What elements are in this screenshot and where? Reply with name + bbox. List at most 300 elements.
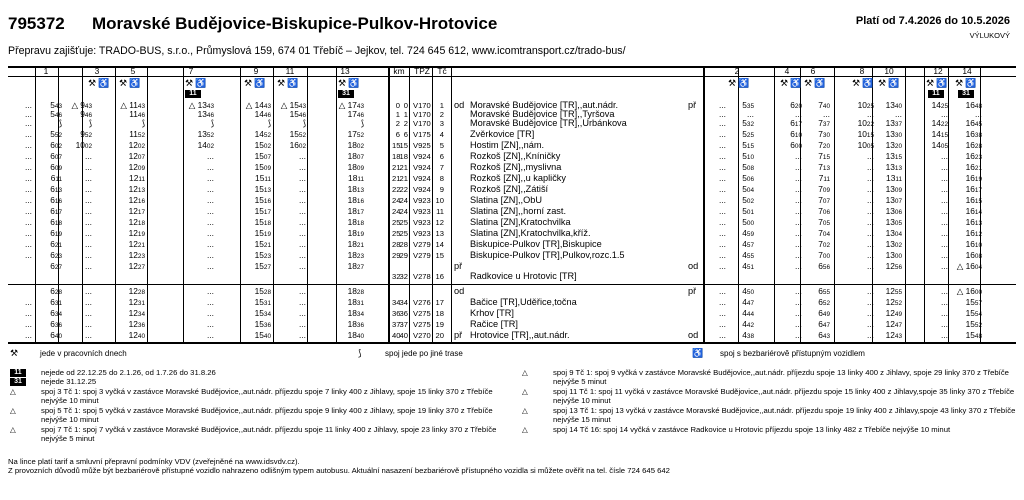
tpz-cell: V924 bbox=[413, 174, 431, 183]
departure-time: ... bbox=[719, 129, 726, 139]
note-mark: 31 bbox=[10, 378, 26, 386]
minutes: 28 bbox=[974, 142, 982, 150]
minutes: 15 bbox=[974, 197, 982, 205]
departure-time: ... bbox=[795, 261, 802, 271]
tpz-cell: V170 bbox=[413, 101, 431, 110]
tc-label: Tč bbox=[437, 66, 447, 76]
stop-suffix: př bbox=[688, 287, 697, 296]
departure-time: ... bbox=[25, 239, 32, 249]
minutes: 20 bbox=[894, 142, 902, 150]
departure-time: ... bbox=[207, 184, 214, 194]
tc-cell: 20 bbox=[435, 331, 444, 340]
stop-name: Zvěrkovice [TR] bbox=[470, 130, 535, 139]
minutes: 11 bbox=[264, 175, 271, 183]
km-cell: 21 bbox=[399, 174, 408, 183]
minutes: 52 bbox=[84, 131, 92, 139]
minutes: 02 bbox=[894, 241, 902, 249]
minutes: 21 bbox=[54, 241, 62, 249]
departure-time: ... bbox=[941, 330, 948, 340]
departure-time: $6_{19}$ bbox=[50, 228, 62, 238]
minutes: 43 bbox=[84, 102, 92, 110]
departure-time: $4_{42}$ bbox=[742, 319, 754, 329]
minutes: 34 bbox=[54, 310, 62, 318]
left-block-edge bbox=[388, 66, 390, 342]
minutes: 27 bbox=[137, 263, 145, 271]
departure-time: ... bbox=[719, 228, 726, 238]
departure-time: ... bbox=[85, 330, 92, 340]
minutes: 57 bbox=[974, 299, 982, 307]
km-cell: 40 bbox=[392, 331, 401, 340]
minutes: 07 bbox=[356, 153, 364, 161]
departure-time: $5_{32}$ bbox=[742, 118, 754, 128]
departure-time: $9_{52}$ bbox=[80, 129, 92, 139]
departure-time: ... bbox=[85, 319, 92, 329]
departure-time: ... bbox=[941, 151, 948, 161]
departure-time: ... bbox=[719, 308, 726, 318]
departure-time: $7_{30}$ bbox=[818, 129, 830, 139]
departure-time: $6_{20}$ bbox=[790, 100, 802, 110]
stop-name: Radkovice u Hrotovic [TR] bbox=[470, 272, 577, 281]
km-cell: 32 bbox=[399, 272, 408, 281]
minutes: 02 bbox=[263, 142, 271, 150]
departure-time: $13_{04}$ bbox=[885, 228, 902, 238]
minutes: 55 bbox=[894, 288, 902, 296]
tpz-cell: V270 bbox=[413, 331, 431, 340]
minutes: 07 bbox=[137, 153, 145, 161]
minutes: 02 bbox=[206, 142, 214, 150]
hammer-pick-icon: ⚒ bbox=[804, 78, 813, 88]
departure-time: ... bbox=[719, 195, 726, 205]
departure-time: ... bbox=[299, 308, 306, 318]
departure-time: ⟆ bbox=[88, 118, 92, 128]
minutes: 07 bbox=[263, 153, 271, 161]
departure-time: $15_{23}$ bbox=[254, 250, 271, 260]
minutes: 14 bbox=[974, 208, 982, 216]
departure-time: $10_{22}$ bbox=[857, 118, 874, 128]
km-cell: 15 bbox=[399, 141, 408, 150]
minutes: 37 bbox=[894, 120, 902, 128]
departure-time: ... bbox=[25, 140, 32, 150]
minutes: 52 bbox=[206, 131, 214, 139]
hammer-pick-icon: ⚒ bbox=[244, 78, 253, 88]
departure-time: $6_{17}$ bbox=[50, 206, 62, 216]
departure-time: ... bbox=[85, 261, 92, 271]
departure-time: ... bbox=[795, 109, 802, 119]
departure-time: $18_{17}$ bbox=[347, 206, 364, 216]
tc-cell: 1 bbox=[439, 101, 444, 110]
departure-time: ... bbox=[25, 118, 32, 128]
hammer-pick-icon: ⚒ bbox=[88, 78, 97, 88]
departure-time: $12_{18}$ bbox=[128, 217, 145, 227]
departure-time: $10_{25}$ bbox=[857, 100, 874, 110]
departure-time: ... bbox=[719, 109, 726, 119]
departure-time: $16_{48}$ bbox=[965, 100, 982, 110]
departure-time: $18_{16}$ bbox=[347, 195, 364, 205]
minutes: 02 bbox=[137, 142, 145, 150]
departure-time: ... bbox=[795, 184, 802, 194]
minutes: 30 bbox=[822, 131, 830, 139]
minutes: 18 bbox=[356, 219, 364, 227]
departure-time: ... bbox=[867, 195, 874, 205]
minutes: 59 bbox=[746, 230, 754, 238]
col-divider bbox=[147, 66, 148, 342]
departure-time: $11_{52}$ bbox=[129, 129, 145, 139]
departure-time: $12_{43}$ bbox=[885, 330, 902, 340]
tc-cell: 9 bbox=[439, 185, 444, 194]
column-number: 4 bbox=[784, 66, 790, 76]
table-split-rule bbox=[8, 284, 1016, 285]
departure-time: ⟆ bbox=[267, 118, 271, 128]
stop-name: Hostim [ZN],,nám. bbox=[470, 141, 545, 150]
departure-time: $14_{25}$ bbox=[931, 100, 948, 110]
minutes: 05 bbox=[866, 142, 874, 150]
minutes: 52 bbox=[263, 131, 271, 139]
departure-time: ... bbox=[25, 173, 32, 183]
departure-time: ... bbox=[299, 286, 306, 296]
departure-time: ... bbox=[719, 151, 726, 161]
minutes: 50 bbox=[746, 288, 754, 296]
col-divider bbox=[774, 66, 775, 342]
departure-time: $6_{49}$ bbox=[818, 308, 830, 318]
minutes: 31 bbox=[356, 299, 364, 307]
departure-time: $14_{02}$ bbox=[197, 140, 214, 150]
minutes: 23 bbox=[356, 252, 364, 260]
departure-time: $12_{49}$ bbox=[885, 308, 902, 318]
minutes: 10 bbox=[974, 241, 982, 249]
departure-time: ... bbox=[719, 140, 726, 150]
stop-name: Hrotovice [TR],,aut.nádr. bbox=[470, 331, 570, 340]
minutes: 21 bbox=[137, 241, 145, 249]
departure-time: $7_{02}$ bbox=[818, 239, 830, 249]
departure-time: $7_{07}$ bbox=[818, 195, 830, 205]
departure-time: △ $17_{43}$ bbox=[338, 100, 364, 110]
column-number: 9 bbox=[253, 66, 259, 76]
departure-time: $15_{57}$ bbox=[965, 297, 982, 307]
departure-time: $12_{07}$ bbox=[128, 151, 145, 161]
departure-time: ... bbox=[941, 228, 948, 238]
stop-name: Rozkoš [ZN],,myslivna bbox=[470, 163, 562, 172]
minutes: 17 bbox=[794, 120, 802, 128]
departure-time: ... bbox=[25, 206, 32, 216]
wheelchair-icon: ♿ bbox=[348, 78, 360, 88]
departure-time: ... bbox=[299, 319, 306, 329]
minutes: 40 bbox=[356, 332, 364, 340]
departure-time: ... bbox=[867, 228, 874, 238]
departure-time: ... bbox=[207, 297, 214, 307]
minutes: 20 bbox=[822, 142, 830, 150]
departure-time: ... bbox=[941, 184, 948, 194]
minutes: 43 bbox=[894, 332, 902, 340]
departure-time: $15_{27}$ bbox=[254, 261, 271, 271]
departure-time: ... bbox=[867, 151, 874, 161]
hammer-pick-icon: ⚒ bbox=[10, 348, 19, 358]
minutes: 46 bbox=[263, 111, 271, 119]
km-cell: 24 bbox=[392, 196, 401, 205]
wheelchair-icon: ♿ bbox=[814, 78, 826, 88]
tpz-cell: V923 bbox=[413, 218, 431, 227]
col-divider bbox=[307, 66, 308, 342]
departure-time: $15_{52}$ bbox=[965, 319, 982, 329]
departure-time: $10_{02}$ bbox=[75, 140, 92, 150]
minutes: 18 bbox=[137, 219, 145, 227]
minutes: 43 bbox=[54, 102, 62, 110]
km-cell: 22 bbox=[392, 185, 401, 194]
departure-time: ... bbox=[867, 250, 874, 260]
departure-time: $13_{30}$ bbox=[885, 129, 902, 139]
departure-time: $18_{23}$ bbox=[347, 250, 364, 260]
departure-time: ... bbox=[85, 228, 92, 238]
departure-time: ... bbox=[867, 184, 874, 194]
departure-time: $13_{46}$ bbox=[197, 109, 214, 119]
stop-name: Slatina [ZN],Kratochvilka,kříž. bbox=[470, 229, 591, 238]
col-divider bbox=[948, 66, 949, 342]
departure-time: $6_{18}$ bbox=[50, 217, 62, 227]
departure-time: $6_{28}$ bbox=[50, 286, 62, 296]
tc-cell: 3 bbox=[439, 119, 444, 128]
minutes: 22 bbox=[866, 120, 874, 128]
tc-cell: 19 bbox=[435, 320, 444, 329]
minutes: 09 bbox=[356, 164, 364, 172]
departure-time: ... bbox=[795, 228, 802, 238]
departure-time: ... bbox=[85, 151, 92, 161]
departure-time: ... bbox=[25, 109, 32, 119]
departure-time: ... bbox=[795, 250, 802, 260]
departure-time: ⟆ bbox=[141, 118, 145, 128]
departure-time: △ $9_{43}$ bbox=[71, 100, 92, 110]
departure-time: $15_{11}$ bbox=[255, 173, 271, 183]
minutes: 11 bbox=[895, 175, 902, 183]
minutes: 07 bbox=[54, 153, 62, 161]
departure-time: $16_{08}$ bbox=[965, 250, 982, 260]
note-text: spoj 7 Tč 1: spoj 7 vyčká v zastávce Moravské Budějovice,,aut.nádr. příjezdu spoje 11 linky 400 z Jihlavy, spoje 23 linky 370 z Třebíče nejvýše 5 minut bbox=[41, 425, 497, 443]
km-cell: 36 bbox=[392, 309, 401, 318]
minutes: 38 bbox=[746, 332, 754, 340]
departure-time: $18_{28}$ bbox=[347, 286, 364, 296]
minutes: 02 bbox=[84, 142, 92, 150]
departure-time: ... bbox=[207, 228, 214, 238]
wheelchair-icon: ♿ bbox=[129, 78, 141, 88]
departure-time: $7_{11}$ bbox=[818, 173, 830, 183]
note-text: spoj 13 Tč 1: spoj 13 vyčká v zastávce Moravské Budějovice,,aut.nádr. příjezdu spoje 19 linky 400 z Jihlavy,spoje 43 linky 370 z Třebíče nejvýše 15 minut bbox=[553, 406, 1016, 424]
minutes: 16 bbox=[263, 197, 271, 205]
minutes: 09 bbox=[822, 186, 830, 194]
km-cell: 29 bbox=[392, 251, 401, 260]
minutes: 52 bbox=[54, 131, 62, 139]
minutes: 13 bbox=[263, 186, 271, 194]
departure-time: ... bbox=[941, 261, 948, 271]
departure-time: ... bbox=[795, 173, 802, 183]
minutes: 34 bbox=[137, 310, 145, 318]
departure-time: $5_{02}$ bbox=[742, 195, 754, 205]
km-cell: 2 bbox=[403, 119, 408, 128]
tc-cell: 7 bbox=[439, 163, 444, 172]
departure-time: ... bbox=[867, 286, 874, 296]
departure-time: $16_{38}$ bbox=[965, 129, 982, 139]
departure-time: $12_{21}$ bbox=[128, 239, 145, 249]
departure-time: ... bbox=[25, 308, 32, 318]
column-number: 14 bbox=[962, 66, 972, 76]
minutes: 19 bbox=[974, 175, 982, 183]
col-divider bbox=[240, 66, 241, 342]
departure-time: $16_{02}$ bbox=[289, 140, 306, 150]
departure-time: $7_{20}$ bbox=[818, 140, 830, 150]
minutes: 19 bbox=[137, 230, 145, 238]
tpz-cell: V170 bbox=[413, 110, 431, 119]
departure-time: $12_{36}$ bbox=[128, 319, 145, 329]
departure-time: $13_{02}$ bbox=[885, 239, 902, 249]
tpz-cell: V924 bbox=[413, 185, 431, 194]
minutes: 25 bbox=[866, 102, 874, 110]
hammer-pick-icon: ⚒ bbox=[852, 78, 861, 88]
minutes: 21 bbox=[356, 241, 364, 249]
flag-11: 11 bbox=[185, 90, 201, 98]
departure-time: $14_{46}$ bbox=[254, 109, 271, 119]
km-cell: 0 bbox=[395, 101, 400, 110]
minutes: 56 bbox=[894, 263, 902, 271]
departure-time: ... bbox=[25, 151, 32, 161]
departure-time: $6_{31}$ bbox=[50, 297, 62, 307]
legend-other-route: spoj jede po jiné trase bbox=[385, 349, 463, 358]
page-title bbox=[8, 14, 497, 34]
departure-time: $5_{10}$ bbox=[742, 151, 754, 161]
km-cell: 25 bbox=[392, 229, 401, 238]
stop-name: Slatina [ZN],,horní zast. bbox=[470, 207, 566, 216]
wheelchair-icon: ♿ bbox=[862, 78, 874, 88]
departure-time: $7_{05}$ bbox=[818, 217, 830, 227]
triangle-icon: △ bbox=[522, 387, 528, 396]
minutes: 49 bbox=[822, 310, 830, 318]
departure-time: $6_{43}$ bbox=[818, 330, 830, 340]
minutes: 51 bbox=[746, 263, 754, 271]
wheelchair-icon: ♿ bbox=[965, 78, 977, 88]
departure-time: △ $15_{43}$ bbox=[280, 100, 306, 110]
column-number: 8 bbox=[859, 66, 865, 76]
departure-time: ... bbox=[299, 239, 306, 249]
tc-cell: 17 bbox=[435, 298, 444, 307]
minutes: 00 bbox=[974, 288, 982, 296]
departure-time: $7_{37}$ bbox=[818, 118, 830, 128]
wheelchair-icon: ♿ bbox=[738, 78, 750, 88]
tpz-cell: V279 bbox=[413, 251, 431, 260]
hammer-pick-icon: ⚒ bbox=[955, 78, 964, 88]
departure-time: ... bbox=[25, 250, 32, 260]
departure-time: $13_{40}$ bbox=[885, 100, 902, 110]
departure-time: $16_{17}$ bbox=[965, 184, 982, 194]
departure-time: $12_{16}$ bbox=[128, 195, 145, 205]
departure-time: ... bbox=[299, 250, 306, 260]
departure-time: ... bbox=[719, 297, 726, 307]
stop-suffix: od bbox=[688, 262, 699, 271]
departure-time: $16_{23}$ bbox=[965, 151, 982, 161]
departure-time: ... bbox=[25, 297, 32, 307]
departure-time: △ $16_{00}$ bbox=[956, 286, 982, 296]
minutes: 13 bbox=[822, 164, 830, 172]
departure-time: ... bbox=[867, 217, 874, 227]
minutes: 40 bbox=[894, 102, 902, 110]
departure-time: ... bbox=[207, 162, 214, 172]
departure-time: ... bbox=[207, 286, 214, 296]
departure-time: ... bbox=[85, 217, 92, 227]
departure-time: $15_{52}$ bbox=[289, 129, 306, 139]
minutes: 43 bbox=[263, 102, 271, 110]
minutes: 12 bbox=[974, 230, 982, 238]
departure-time: $16_{10}$ bbox=[965, 239, 982, 249]
departure-time: $4_{38}$ bbox=[742, 330, 754, 340]
departure-time: ... bbox=[795, 217, 802, 227]
km-cell: 0 bbox=[403, 101, 408, 110]
minutes: 05 bbox=[822, 219, 830, 227]
departure-time: $13_{05}$ bbox=[885, 217, 902, 227]
minutes: 16 bbox=[54, 197, 62, 205]
departure-time: $4_{51}$ bbox=[742, 261, 754, 271]
minutes: 46 bbox=[356, 111, 364, 119]
departure-time: $12_{47}$ bbox=[885, 319, 902, 329]
km-cell: 2 bbox=[395, 119, 400, 128]
km-cell: 32 bbox=[392, 272, 401, 281]
departure-time: $15_{28}$ bbox=[254, 286, 271, 296]
departure-time: $15_{18}$ bbox=[254, 217, 271, 227]
departure-time: ... bbox=[85, 206, 92, 216]
departure-time: $5_{15}$ bbox=[742, 140, 754, 150]
departure-time: $12_{28}$ bbox=[128, 286, 145, 296]
departure-time: ... bbox=[719, 250, 726, 260]
tpz-label: TPZ bbox=[414, 66, 430, 76]
departure-time: $13_{11}$ bbox=[886, 173, 902, 183]
tpz-cell: V925 bbox=[413, 141, 431, 150]
minutes: 09 bbox=[54, 164, 62, 172]
hammer-pick-icon: ⚒ bbox=[780, 78, 789, 88]
km-cell: 6 bbox=[403, 130, 408, 139]
minutes: 52 bbox=[822, 299, 830, 307]
minutes: 16 bbox=[356, 197, 364, 205]
departure-time: ... bbox=[795, 319, 802, 329]
departure-time: △ $16_{04}$ bbox=[956, 261, 982, 271]
tc-cell: 4 bbox=[439, 130, 444, 139]
minutes: 06 bbox=[746, 175, 754, 183]
minutes: 19 bbox=[356, 230, 364, 238]
km-cell: 40 bbox=[399, 331, 408, 340]
departure-time: ... bbox=[207, 195, 214, 205]
departure-time: ... bbox=[207, 239, 214, 249]
departure-time: $6_{56}$ bbox=[818, 261, 830, 271]
departure-time: ... bbox=[941, 239, 948, 249]
departure-time: $6_{11}$ bbox=[50, 173, 62, 183]
departure-time: $10_{15}$ bbox=[857, 129, 874, 139]
departure-time: $18_{13}$ bbox=[347, 184, 364, 194]
departure-time: ... bbox=[719, 173, 726, 183]
column-number: 13 bbox=[340, 66, 350, 76]
route-deviation-icon: ⟆ bbox=[358, 348, 362, 358]
departure-time: $9_{46}$ bbox=[80, 109, 92, 119]
stop-name: Biskupice-Pulkov [TR],Biskupice bbox=[470, 240, 602, 249]
departure-time: $6_{34}$ bbox=[50, 308, 62, 318]
column-number: 7 bbox=[188, 66, 194, 76]
km-cell: 6 bbox=[395, 130, 400, 139]
hammer-pick-icon: ⚒ bbox=[878, 78, 887, 88]
stop-prefix: př bbox=[454, 262, 463, 271]
triangle-icon: △ bbox=[522, 406, 528, 415]
minutes: 40 bbox=[137, 332, 145, 340]
departure-time: $12_{17}$ bbox=[128, 206, 145, 216]
departure-time: ⟆ bbox=[58, 118, 62, 128]
minutes: 16 bbox=[137, 197, 145, 205]
km-cell: 37 bbox=[392, 320, 401, 329]
triangle-icon: △ bbox=[10, 387, 16, 396]
departure-time: ⟆ bbox=[210, 118, 214, 128]
wheelchair-icon: ♿ bbox=[195, 78, 207, 88]
departure-time: $13_{20}$ bbox=[885, 140, 902, 150]
minutes: 11 bbox=[55, 175, 62, 183]
